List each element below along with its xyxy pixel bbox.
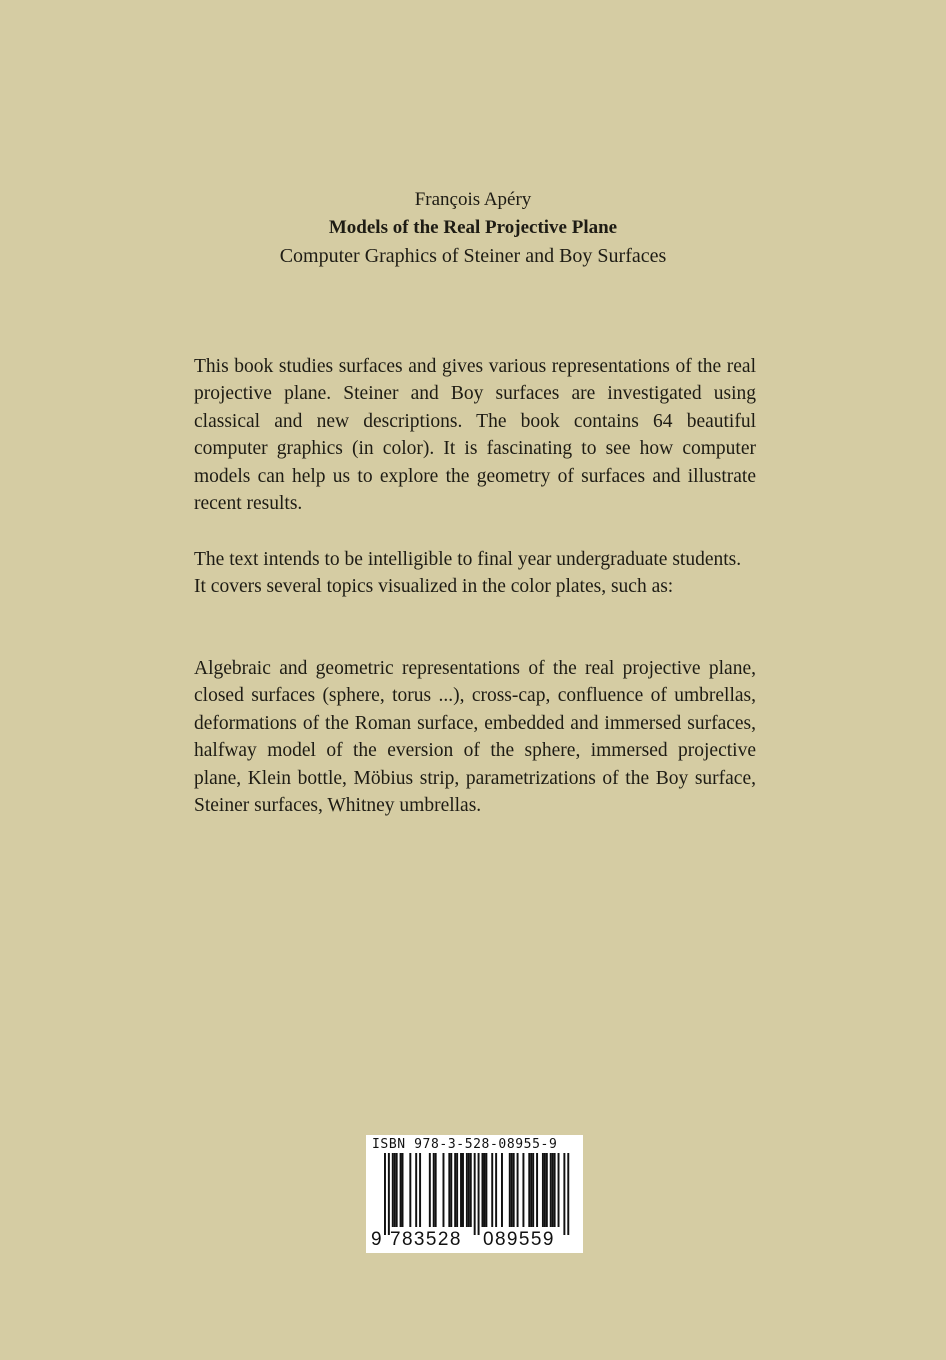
barcode-bar [554,1153,556,1227]
barcode-bar [546,1153,548,1227]
barcode-bar [468,1153,470,1227]
barcode-bar [513,1153,515,1227]
barcode-bar [394,1153,396,1227]
barcode-bar [491,1153,493,1227]
blurb-paragraph-3: Algebraic and geometric representations of the real projective plane, closed surfaces (sphere, torus ...), cross-cap, confluence of umbrellas, deformations of the Roman surface, embedded and immersed surfaces, halfway model of the eversion of the sphere, immersed projective plane, Klein bottle, Möbius strip, parametrizations of the Boy surface, Steiner surfaces, Whitney umbrellas. [194,658,756,817]
barcode-bar [485,1153,487,1227]
barcode-bar [542,1153,544,1227]
barcode-bars-icon [366,1153,583,1235]
ean-first-digit: 9 [371,1229,382,1250]
barcode-bar [462,1153,464,1227]
barcode-bar [419,1153,421,1227]
barcode-guard-bar [474,1153,476,1235]
barcode-bar [558,1153,560,1227]
barcode-bar [528,1153,530,1227]
isbn-barcode [366,1135,583,1253]
barcode-bar [415,1153,417,1227]
barcode-bar [435,1153,437,1227]
barcode-bar [470,1153,472,1227]
barcode-bar [396,1153,398,1227]
barcode-bar [409,1153,411,1227]
barcode-bar [532,1153,534,1227]
ean-right-group: 089559 [483,1229,555,1250]
barcode-bar [544,1153,546,1227]
barcode-bar [448,1153,450,1227]
barcode-bar [530,1153,532,1227]
barcode-bar [511,1153,513,1227]
barcode-bar [552,1153,554,1227]
barcode-bar [429,1153,431,1227]
barcode-bar [517,1153,519,1227]
author-name: François Apéry [414,189,532,210]
barcode-guard-bar [567,1153,569,1235]
barcode-bar [460,1153,462,1227]
ean-left-group: 783528 [390,1229,462,1250]
blurb-paragraph-1: This book studies surfaces and gives various representations of the real projective plane. Steiner and Boy surfaces are investigated using classical and new descriptions. The book contains 64 beautiful computer graphics (in color). It is fascinating to see how computer models can help us to explore the geometry of surfaces and illustrate recent results. [194,356,756,515]
barcode-bar [392,1153,394,1227]
barcode-guard-bar [563,1153,565,1235]
barcode-bar [522,1153,524,1227]
blurb-paragraph-2: The text intends to be intelligible to final year undergraduate students. It covers several topics visualized in the color plates, such as: [194,549,742,598]
barcode-bar [482,1153,484,1227]
barcode-bar [483,1153,485,1227]
barcode-bar [450,1153,452,1227]
barcode-bar [495,1153,497,1227]
book-subtitle: Computer Graphics of Steiner and Boy Surfaces [279,245,667,267]
barcode-bar [501,1153,503,1227]
barcode-bar [550,1153,552,1227]
barcode-guard-bar [478,1153,480,1235]
barcode-bar [402,1153,404,1227]
barcode-guard-bar [384,1153,386,1235]
barcode-bar [456,1153,458,1227]
barcode-bar [443,1153,445,1227]
barcode-bar [466,1153,468,1227]
isbn-label: ISBN 978-3-528-08955-9 [372,1137,558,1152]
barcode-guard-bar [388,1153,390,1235]
cover-header [0,186,946,271]
barcode-bar [509,1153,511,1227]
book-title: Models of the Real Projective Plane [328,217,618,238]
ean-digits [366,1229,583,1253]
barcode-bar [454,1153,456,1227]
barcode-bar [433,1153,435,1227]
barcode-bar [536,1153,538,1227]
barcode-bar [400,1153,402,1227]
